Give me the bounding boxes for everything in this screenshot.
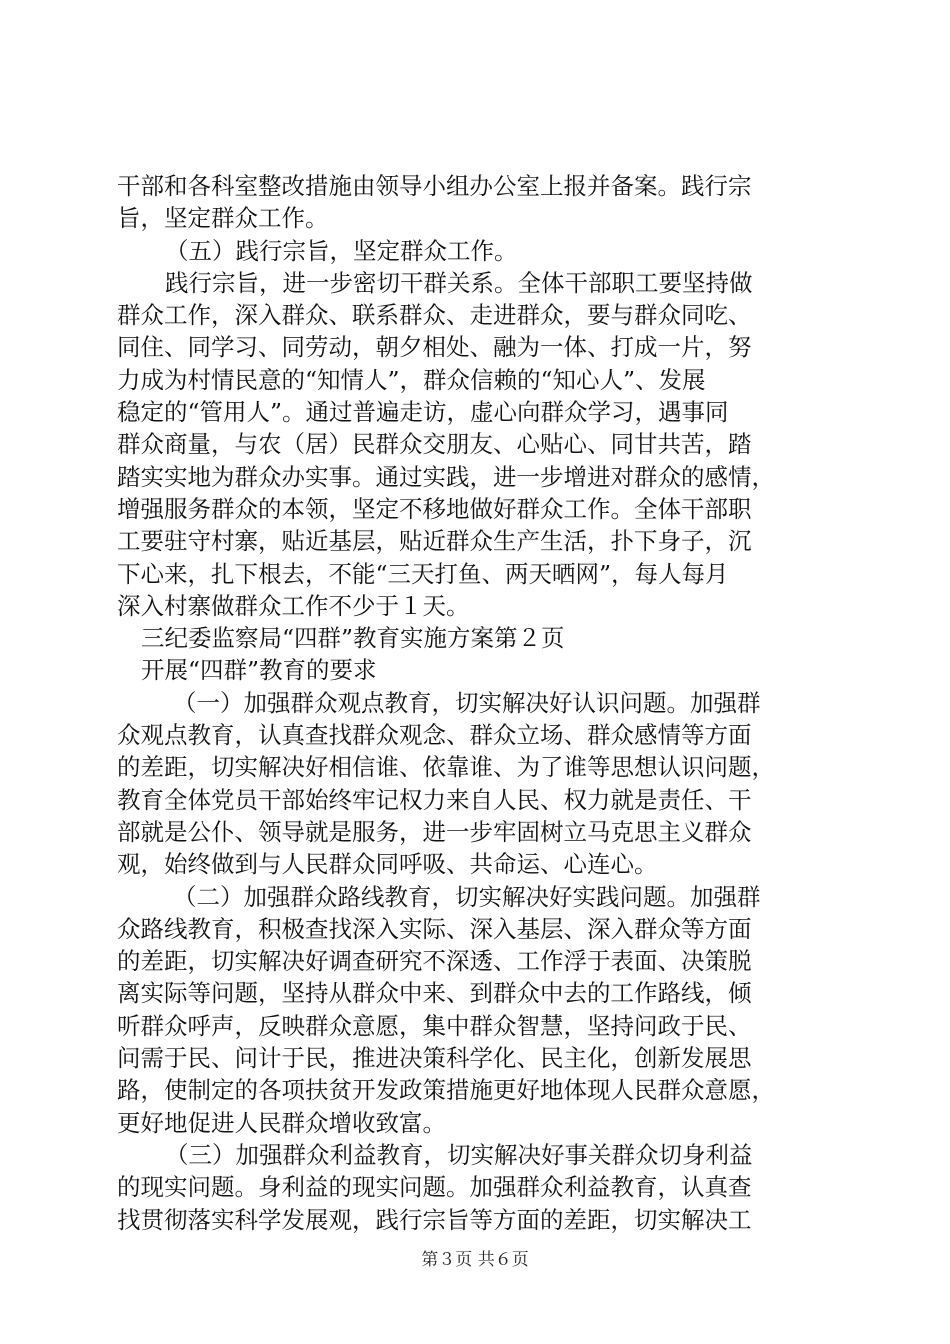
text-line: 深入村寨做群众工作不少于１天。 xyxy=(117,591,470,620)
text-line: 三纪委监察局“四群”教育实施方案第２页 xyxy=(141,624,565,653)
text-line: 工要驻守村寨，贴近基层，贴近群众生产生活，扑下身子，沉 xyxy=(117,527,752,556)
text-line: 更好地促进人民群众增收致富。 xyxy=(117,1108,446,1137)
text-line: 开展“四群”教育的要求 xyxy=(141,656,377,685)
text-line: 问需于民、问计于民，推进决策科学化、民主化，创新发展思 xyxy=(117,1044,752,1073)
text-line: （二）加强群众路线教育，切实解决好实践问题。加强群 xyxy=(173,882,761,911)
text-line: 路，使制定的各项扶贫开发政策措施更好地体现人民群众意愿， xyxy=(117,1076,775,1105)
text-line: 的差距，切实解决好相信谁、依靠谁、为了谁等思想认识问题， xyxy=(117,753,775,782)
text-line: 众路线教育，积极查找深入实际、深入基层、深入群众等方面 xyxy=(117,914,752,943)
text-line: 离实际等问题，坚持从群众中来、到群众中去的工作路线，倾 xyxy=(117,979,752,1008)
text-line: 力成为村情民意的“知情人”，群众信赖的“知心人”、发展 xyxy=(117,365,706,394)
text-line: 干部和各科室整改措施由领导小组办公室上报并备案。践行宗 xyxy=(117,172,752,200)
document-body xyxy=(117,170,837,1236)
text-line: 踏实实地为群众办实事。通过实践，进一步增进对群众的感情， xyxy=(117,462,775,491)
text-line: 的差距，切实解决好调查研究不深透、工作浮于表面、决策脱 xyxy=(117,947,752,976)
text-line: 增强服务群众的本领，坚定不移地做好群众工作。全体干部职 xyxy=(117,494,752,523)
text-line: 听群众呼声，反映群众意愿，集中群众智慧，坚持问政于民、 xyxy=(117,1011,752,1040)
text-line: 众观点教育，认真查找群众观念、群众立场、群众感情等方面 xyxy=(117,721,752,750)
text-line: 践行宗旨，进一步密切干群关系。全体干部职工要坚持做 xyxy=(165,268,753,297)
page-footer: 第３页 共６页 xyxy=(421,1250,529,1270)
text-line: 稳定的“管用人”。通过普遍走访，虚心向群众学习，遇事同 xyxy=(117,398,729,427)
text-line: 同住、同学习、同劳动，朝夕相处、融为一体、打成一片，努 xyxy=(117,333,752,362)
text-line: 教育全体党员干部始终牢记权力来自人民、权力就是责任、干 xyxy=(117,785,752,814)
text-line: 群众工作，深入群众、联系群众、走进群众，要与群众同吃、 xyxy=(117,301,752,330)
text-line: 下心来，扎下根去，不能“三天打鱼、两天晒网”，每人每月 xyxy=(117,559,729,588)
text-line: 部就是公仆、领导就是服务，进一步牢固树立马克思主义群众 xyxy=(117,817,752,846)
text-line: 观，始终做到与人民群众同呼吸、共命运、心连心。 xyxy=(117,850,658,879)
text-line: （五）践行宗旨，坚定群众工作。 xyxy=(165,236,518,265)
text-line: 群众商量，与农（居）民群众交朋友、心贴心、同甘共苦，踏 xyxy=(117,430,752,459)
text-line: （一）加强群众观点教育，切实解决好认识问题。加强群 xyxy=(173,688,761,717)
text-line: 旨，坚定群众工作。 xyxy=(117,204,329,233)
text-line: 找贯彻落实科学发展观，践行宗旨等方面的差距，切实解决工 xyxy=(117,1205,752,1234)
text-line: （三）加强群众利益教育，切实解决好事关群众切身利益 xyxy=(165,1140,753,1169)
text-line: 的现实问题。身利益的现实问题。加强群众利益教育，认真查 xyxy=(117,1173,752,1202)
